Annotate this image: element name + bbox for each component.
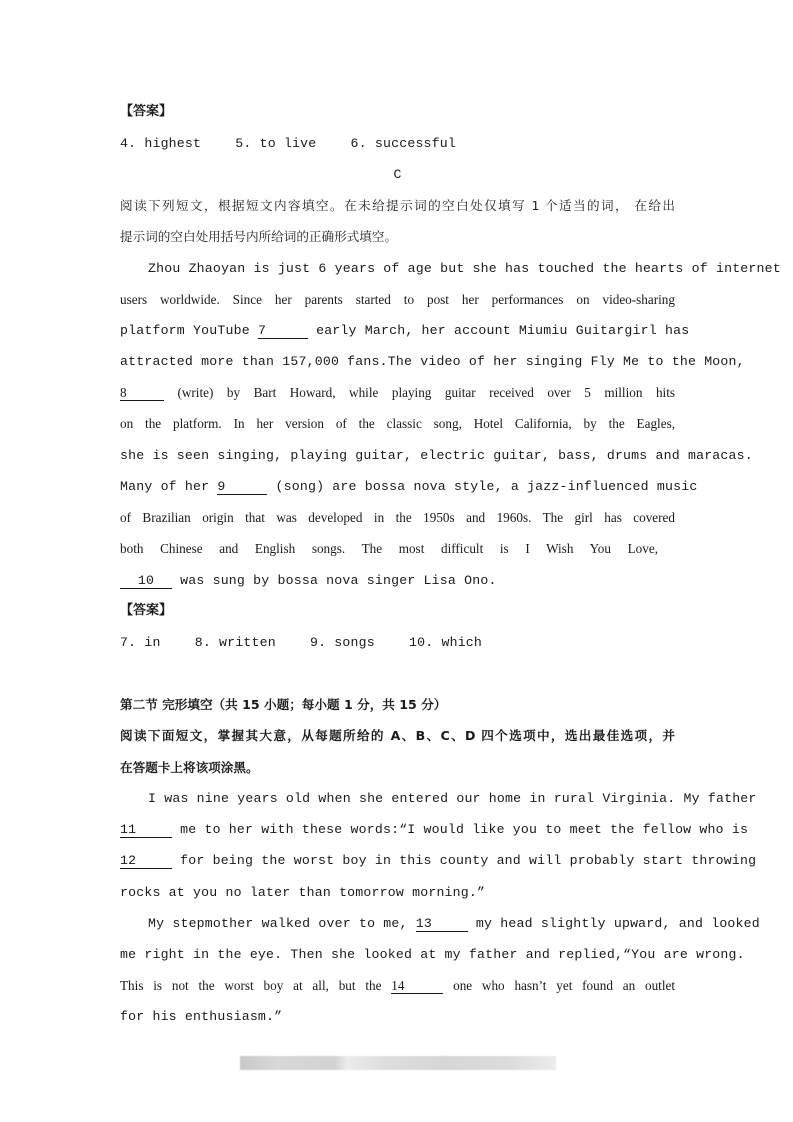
answer-item: 4. highest [120, 136, 202, 151]
passage-line: users worldwide. Since her parents started to post her performances on video-sharing [120, 292, 675, 307]
blurred-watermark-bar [240, 1056, 556, 1070]
passage-line [120, 573, 497, 589]
answer-header: 【答案】 [120, 603, 173, 618]
text: This is not the worst boy at all, but the [120, 978, 382, 993]
text: Many of her [120, 479, 210, 494]
passage-line: for his enthusiasm.” [120, 1009, 283, 1024]
passage-line [120, 978, 675, 994]
passage-line [120, 822, 749, 838]
section-title: 第二节 完形填空（共 15 小题；每小题 1 分，共 15 分） [120, 697, 447, 712]
text: me to her with these words:“I would like you to meet the fellow who is [180, 822, 749, 837]
answer-item: 9. songs [309, 635, 375, 650]
instruction-line: 提示词的空白处用括号内所给词的正确形式填空。 [120, 229, 398, 244]
blank-14[interactable]: 14 [391, 979, 443, 994]
text: (song) are bossa nova style, a jazz-influenced music [275, 479, 698, 494]
text: was sung by bossa nova singer Lisa Ono. [180, 573, 497, 588]
blank-10[interactable]: 10 [120, 574, 172, 589]
text: My stepmother walked over to me, [148, 916, 408, 931]
answer-list-2 [120, 635, 482, 651]
text: for being the worst boy in this county and will probably start throwing [180, 853, 757, 868]
passage-line: me right in the eye. Then she looked at my father and replied,“You are wrong. [120, 947, 745, 962]
answer-list-1 [120, 136, 456, 152]
answer-item: 5. to live [235, 136, 317, 151]
text: early March, her account Miumiu Guitargirl has [316, 323, 690, 338]
blank-12[interactable]: 12 [120, 854, 172, 869]
passage-line: Zhou Zhaoyan is just 6 years of age but she has touched the hearts of internet [148, 261, 781, 276]
text: my head slightly upward, and looked [475, 916, 760, 931]
text: (write) by Bart Howard, while playing guitar received over 5 million hits [177, 385, 675, 400]
answer-header: 【答案】 [120, 104, 173, 119]
passage-line: of Brazilian origin that was developed in the 1950s and 1960s. The girl has covered [120, 510, 675, 525]
blank-13[interactable]: 13 [416, 917, 468, 932]
blank-7[interactable]: 7 [258, 324, 308, 339]
blank-8[interactable]: 8 [120, 386, 164, 401]
passage-line [120, 479, 698, 495]
passage-line [120, 323, 690, 339]
blank-11[interactable]: 11 [120, 823, 172, 838]
text: one who hasn’t yet found an outlet [453, 978, 676, 993]
answer-item: 10. which [409, 635, 483, 650]
answer-item: 6. successful [350, 136, 457, 151]
answer-item: 7. in [120, 635, 161, 650]
instruction-line: 在答题卡上将该项涂黑。 [120, 760, 259, 775]
passage-line: rocks at you no later than tomorrow morning.” [120, 885, 486, 900]
passage-line [120, 385, 675, 401]
text: platform YouTube [120, 323, 250, 338]
passage-line [120, 916, 760, 932]
passage-line: on the platform. In her version of the classic song, Hotel California, by the Eagles, [120, 416, 675, 431]
passage-line: attracted more than 157,000 fans.The video of her singing Fly Me to the Moon, [120, 354, 745, 369]
instruction-line: 阅读下面短文，掌握其大意，从每题所给的 A、B、C、D 四个选项中，选出最佳选项，并 [120, 728, 675, 743]
passage-line: both Chinese and English songs. The most difficult is I Wish You Love, [120, 541, 658, 556]
passage-line: she is seen singing, playing guitar, electric guitar, bass, drums and maracas. [120, 448, 753, 463]
passage-line [120, 853, 757, 869]
instruction-line: 阅读下列短文，根据短文内容填空。在未给提示词的空白处仅填写 1 个适当的词， 在给出 [120, 198, 675, 213]
blank-9[interactable]: 9 [217, 480, 267, 495]
passage-line: I was nine years old when she entered our home in rural Virginia. My father [148, 791, 757, 806]
answer-item: 8. written [194, 635, 276, 650]
section-letter: C [393, 167, 402, 182]
